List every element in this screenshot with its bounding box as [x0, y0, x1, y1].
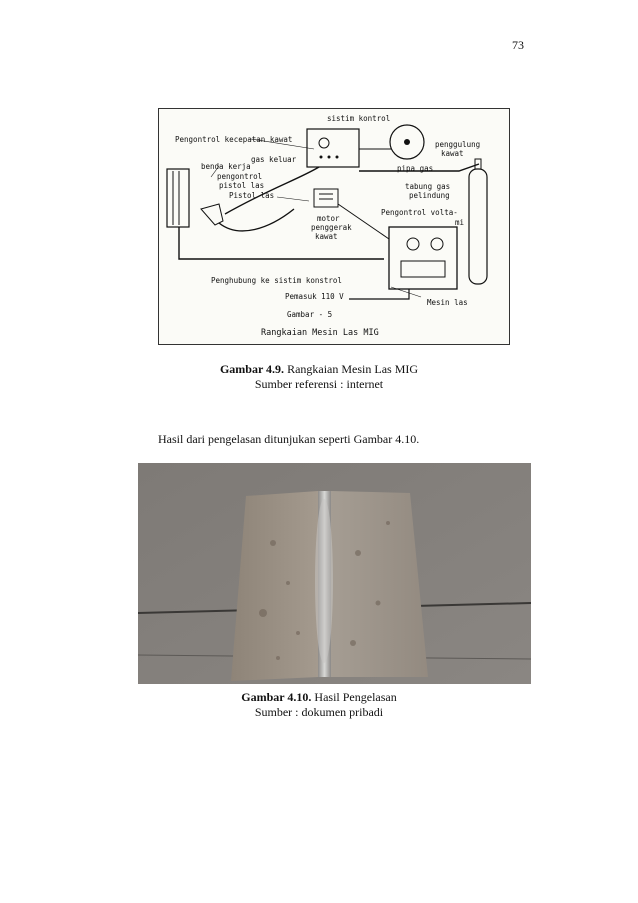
- caption-label: Gambar 4.10.: [241, 690, 312, 704]
- label-pengontrol-kecepatan: Pengontrol kecepatan kawat: [175, 135, 293, 144]
- label-pengontrol-voltami: Pengontrol volta-: [381, 208, 458, 217]
- label-penggerak: penggerak: [311, 223, 352, 232]
- diagram-title: Rangkaian Mesin Las MIG: [261, 328, 379, 338]
- label-penggulung: penggulung: [435, 140, 481, 149]
- label-mesin-las: Mesin las: [427, 298, 468, 307]
- caption-text: Rangkaian Mesin Las MIG: [284, 362, 419, 376]
- caption-label: Gambar 4.9.: [219, 362, 285, 376]
- caption-text: Hasil Pengelasan: [311, 690, 397, 704]
- label-gas-keluar: gas keluar: [251, 155, 297, 164]
- label-pistol-las: pistol las: [219, 181, 265, 190]
- label-benda-kerja: benda kerja: [201, 162, 251, 171]
- label-pelindung: pelindung: [409, 191, 450, 200]
- page-number: 73: [512, 38, 524, 52]
- diagram-gambar-label: Gambar - 5: [287, 310, 333, 319]
- label-motor: motor: [317, 214, 340, 223]
- caption-source: Sumber : dokumen pribadi: [254, 705, 384, 719]
- figure-4-10-caption: [0, 690, 638, 720]
- caption-source: Sumber referensi : internet: [254, 377, 384, 391]
- label-kawat-2: kawat: [315, 232, 338, 241]
- label-pipa-gas: pipa gas: [397, 164, 434, 173]
- mig-welding-diagram: [158, 108, 510, 345]
- label-kawat: kawat: [441, 149, 464, 158]
- weld-result-photo: [138, 463, 531, 684]
- label-pistol-las-2: Pistol las: [229, 191, 275, 200]
- label-sistim-kontrol: sistim kontrol: [327, 114, 391, 123]
- label-tabung-gas: tabung gas: [405, 182, 451, 191]
- label-mi: mi: [455, 218, 465, 227]
- figure-4-9-caption: [0, 362, 638, 392]
- label-pemasuk: Pemasuk 110 V: [285, 292, 344, 301]
- body-paragraph: Hasil dari pengelasan ditunjukan seperti Gambar 4.10.: [158, 432, 420, 446]
- label-pengontrol: pengontrol: [217, 172, 263, 181]
- label-penghubung: Penghubung ke sistim konstrol: [211, 276, 342, 285]
